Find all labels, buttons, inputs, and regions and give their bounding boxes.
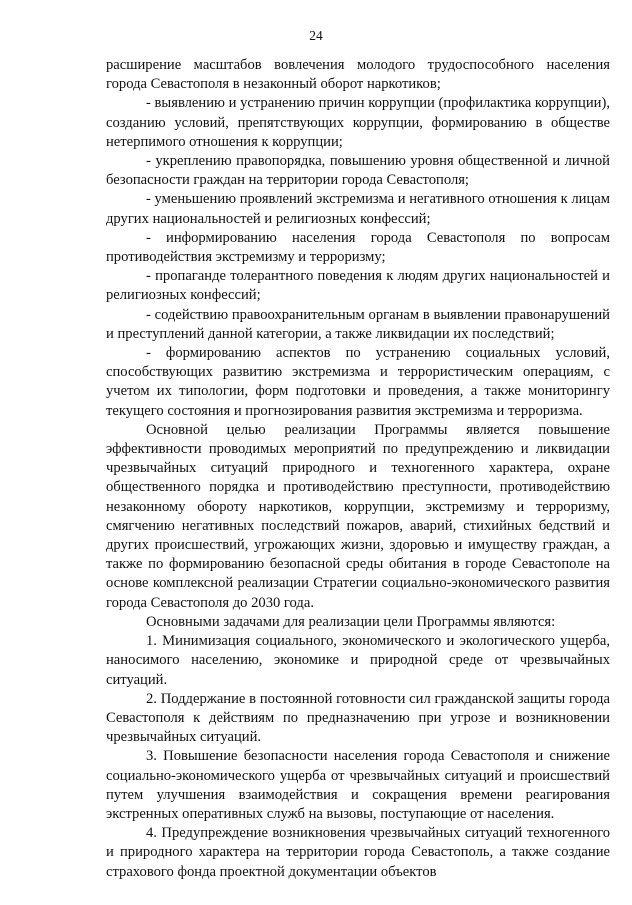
bullet-item-law-order: - укреплению правопорядка, повышению уровня общественной и личной безопасности граждан на территории города Севастополя; [106,153,610,189]
bullet-item-extremism: - уменьшению проявлений экстремизма и негативного отношения к лицам других национальностей и религиозных конфессий; [106,191,610,227]
paragraph-program-goal: Основной целью реализации Программы является повышение эффективности проводимых мероприятий по предупреждению и ликвидации чрезвычайных ситуаций природного и техногенного характера, охране общественного порядка и противодействию преступности, противодействию незаконному обороту наркотиков, коррупции, экстремизму и терроризму, смягчению негативных последствий пожаров, аварий, стихийных бедствий и других происшествий, угрожающих жизни, здоровью и имуществу граждан, а также по формированию безопасной среды обитания в городе Севастополе на основе комплексной реализации Стратегии социально-экономического развития города Севастополя до 2030 года. [106,421,610,611]
task-item-4: 4. Предупреждение возникновения чрезвычайных ситуаций техногенного и природного характера на территории города Севастополь, а также создание страхового фонда проектной документации объектов [106,825,610,880]
bullet-item-law-enforcement: - содействию правоохранительным органам в выявлении правонарушений и преступлений данной категории, а также ликвидации их последствий; [106,306,610,342]
paragraph-continuation: расширение масштабов вовлечения молодого трудоспособного населения города Севастополя в незаконный оборот наркотиков; [106,57,610,93]
task-item-2: 2. Поддержание в постоянной готовности сил гражданской защиты города Севастополя к действиям по предназначению при угрозе и возникновении чрезвычайных ситуаций. [106,690,610,746]
paragraph-tasks-intro: Основными задачами для реализации цели Программы являются: [146,613,556,630]
task-item-3: 3. Повышение безопасности населения города Севастополя и снижение социально-экономического ущерба от чрезвычайных ситуаций и происшествий путем улучшения взаимодействия и сокращения времени реагирования экстренных оперативных служб на вызовы, поступающие от населения. [106,748,610,822]
bullet-item-social-conditions: - формированию аспектов по устранению социальных условий, способствующих развитию экстремизма и террористическим операциям, с учетом их типологии, форм подготовки и проведения, а также мониторингу текущего состояния и прогнозирования развития экстремизма и терроризма. [106,345,610,419]
page-number: 24 [309,28,323,43]
task-item-1: 1. Минимизация социального, экономического и экологического ущерба, наносимого населению, экономике и природной среде от чрезвычайных ситуаций. [106,633,610,688]
document-body [106,56,610,882]
bullet-item-corruption: - выявлению и устранению причин коррупции (профилактика коррупции), созданию условий, препятствующих коррупции, формированию в обществе нетерпимого отношения к коррупции; [106,95,610,150]
bullet-item-tolerance: - пропаганде толерантного поведения к людям других национальностей и религиозных конфессий; [106,268,610,304]
bullet-item-informing: - информированию населения города Севастополя по вопросам противодействия экстремизму и терроризму; [106,229,610,266]
